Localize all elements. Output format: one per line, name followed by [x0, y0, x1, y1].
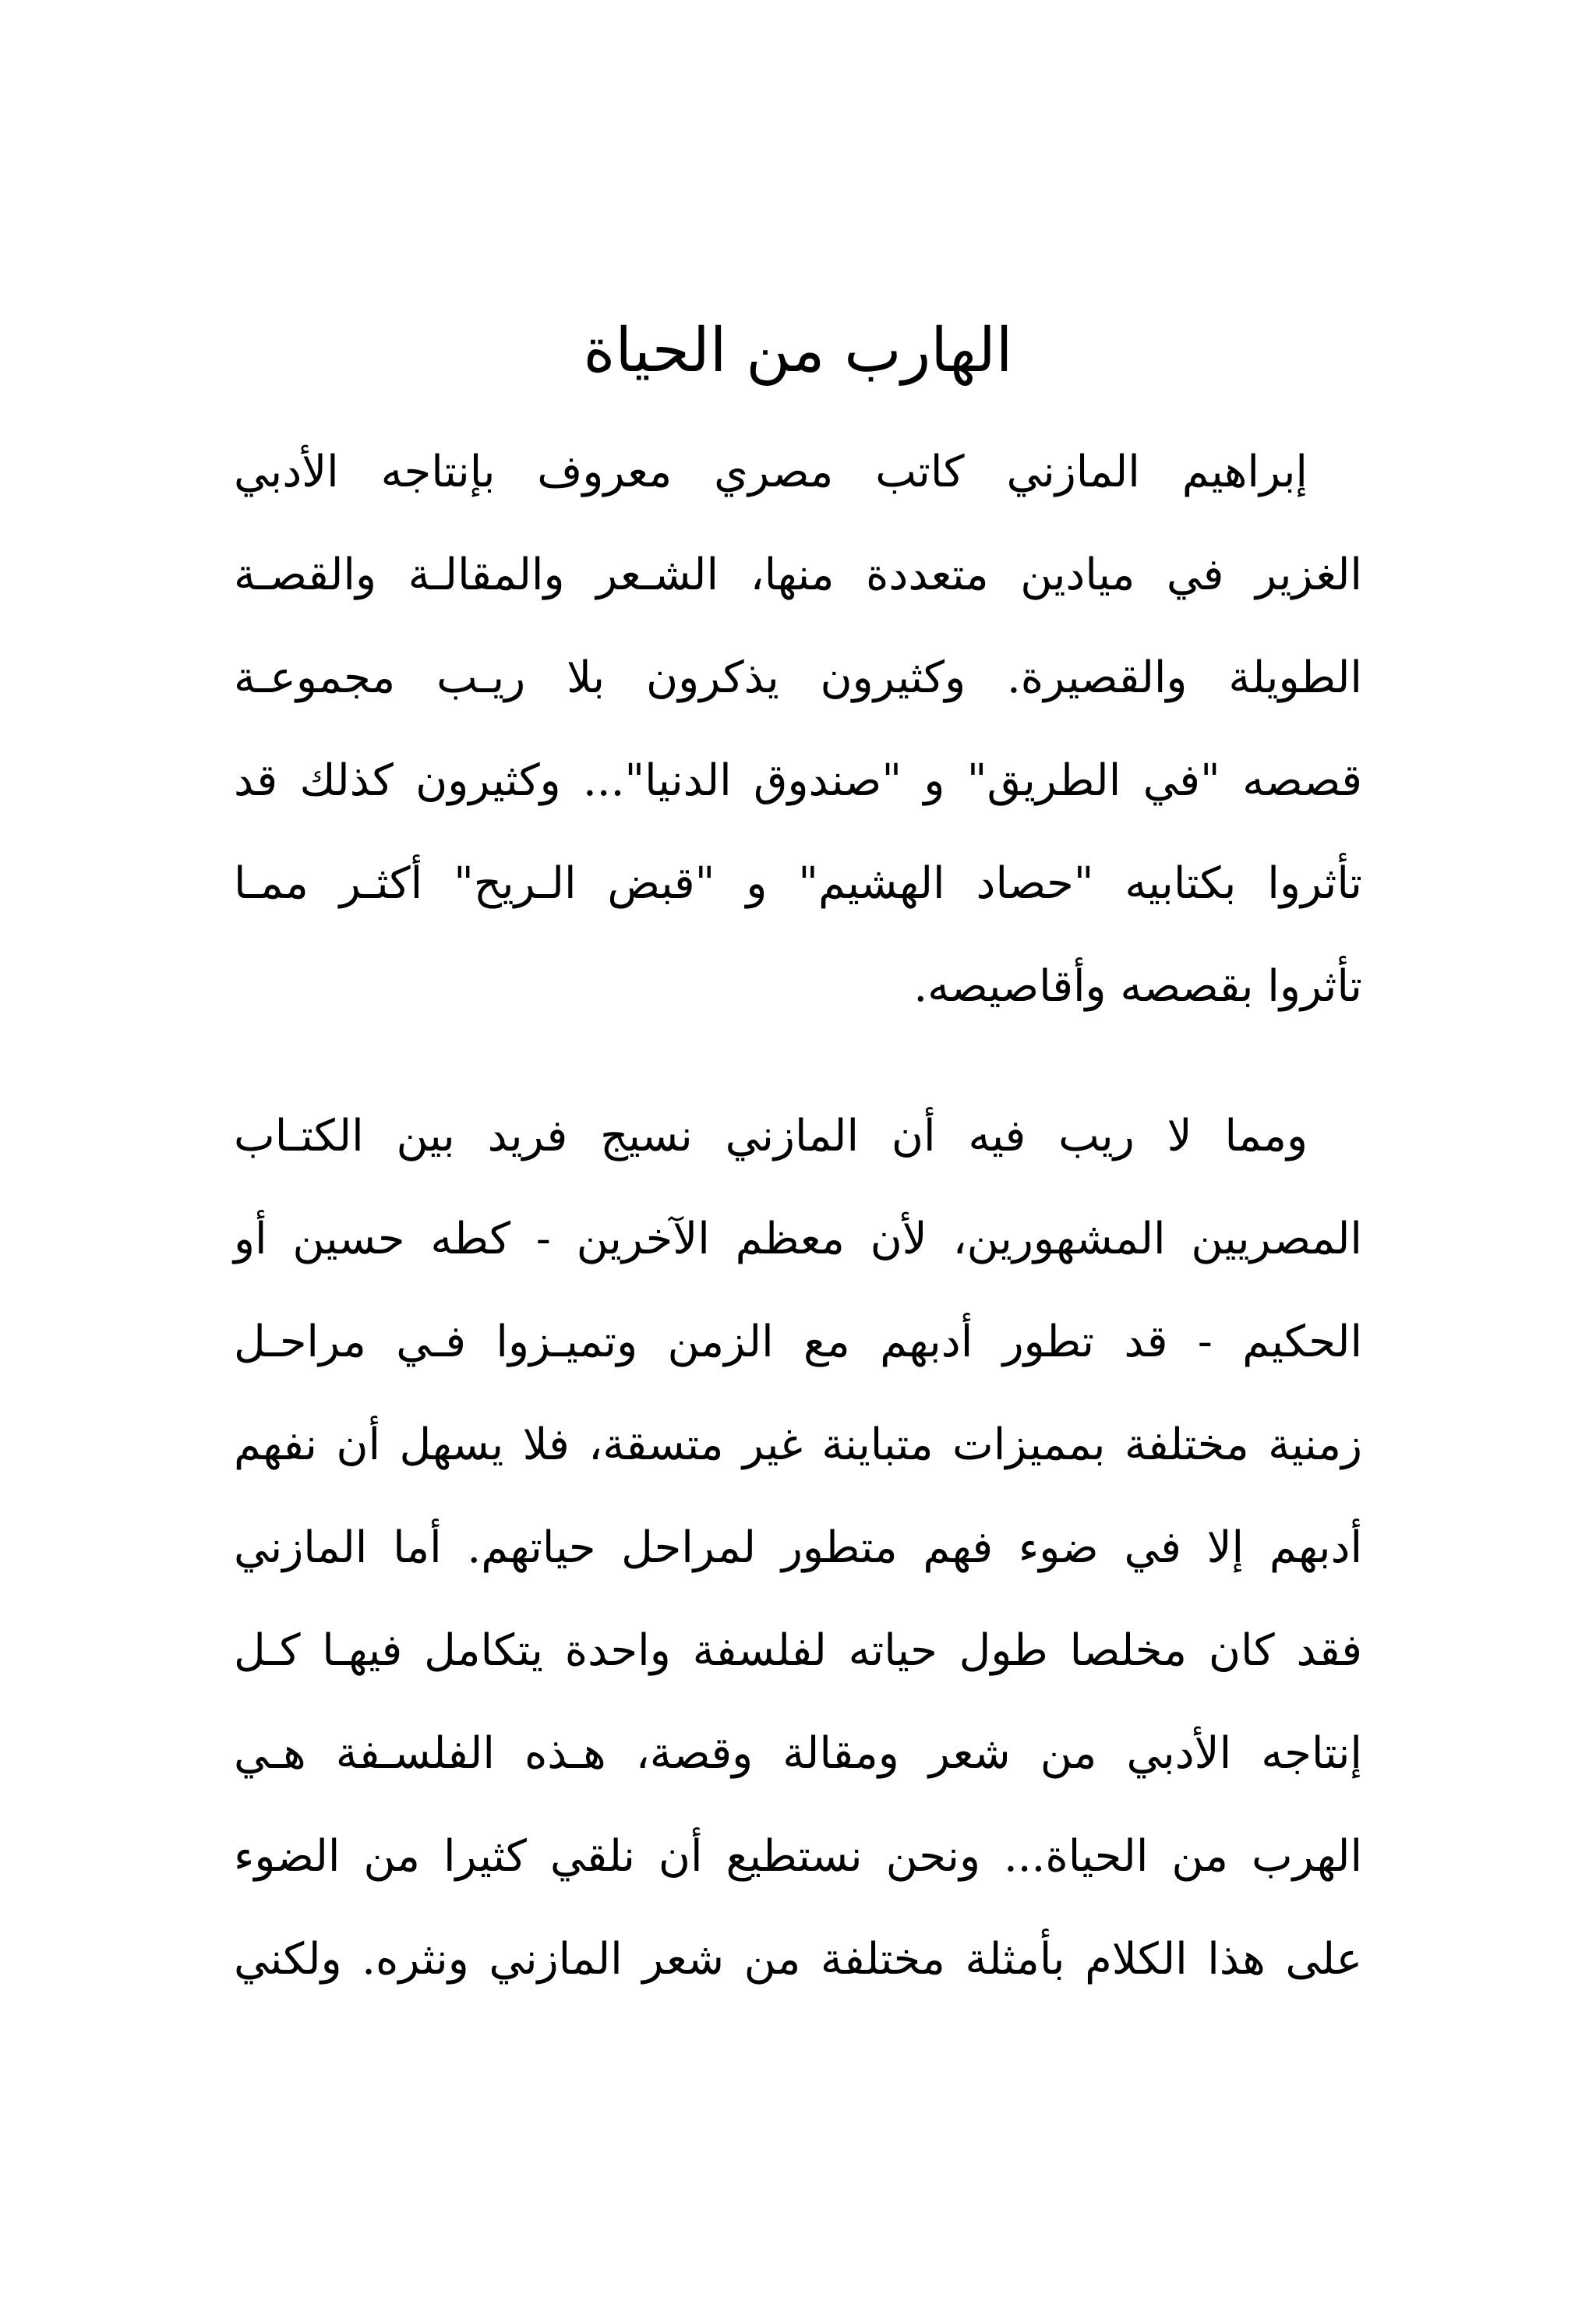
text-line: فقد كان مخلصا طول حياته لفلسفة واحدة يتكامل فيهـا كـل [234, 1625, 1362, 1676]
paragraph-2 [234, 1085, 1362, 2011]
text-line: الغزير في ميادين متعددة منها، الشـعر والمقالـة والقصـة [234, 550, 1362, 600]
text-line: قصصه "في الطريق" و "صندوق الدنيا"... وكثيرون كذلك قد [234, 755, 1362, 806]
page-title: الهارب من الحياة [583, 316, 1013, 386]
text-line: على هذا الكلام بأمثلة مختلفة من شعر المازني ونثره. ولكني [234, 1934, 1362, 1985]
text-line: ومما لا ريب فيه أن المازني نسيج فريد بين الكتـاب [234, 1111, 1308, 1161]
text-line: الهرب من الحياة... ونحن نستطيع أن نلقي كثيرا من الضوء [234, 1831, 1362, 1882]
text-line: الطويلة والقصيرة. وكثيرون يذكرون بلا ريـب مجموعـة [234, 652, 1362, 703]
text-line: تأثروا بكتابيه "حصاد الهشيم" و "قبض الـريح" أكثـر ممـا [234, 858, 1362, 909]
text-line: الحكيم - قد تطور أدبهم مع الزمن وتميـزوا فـي مراحـل [234, 1317, 1362, 1367]
text-line: تأثروا بقصصه وأقاصيصه. [913, 961, 1362, 1012]
text-line: زمنية مختلفة بمميزات متباينة غير متسقة، فلا يسهل أن نفهم [234, 1419, 1362, 1470]
paragraph-spacer [234, 1038, 1362, 1085]
text-line: إنتاجه الأدبي من شعر ومقالة وقصة، هـذه الفلسـفة هـي [234, 1728, 1362, 1779]
text-line: أدبهم إلا في ضوء فهم متطور لمراحل حياتهم. أما المازني [234, 1522, 1362, 1573]
text-line: المصريين المشهورين، لأن معظم الآخرين - كطه حسين أو [234, 1214, 1362, 1264]
paragraph-1 [234, 421, 1362, 1038]
text-line: إبراهيم المازني كاتب مصري معروف بإنتاجه الأدبي [234, 447, 1308, 497]
article-body [234, 421, 1362, 2011]
